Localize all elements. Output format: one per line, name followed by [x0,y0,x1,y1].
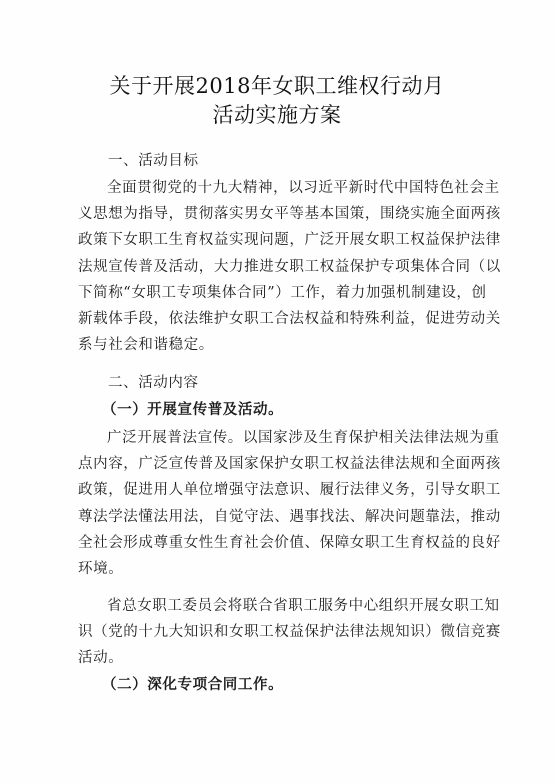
paragraph-line: 系与社会和谐稳定。 [78,337,214,354]
paragraph-line: 环境。 [78,560,124,577]
paragraph-contest [78,593,501,672]
section-heading-goals: 一、活动目标 [108,153,199,169]
paragraph-line: 识（党的十九大知识和女职工权益保护法律法规知识）微信竞赛 [78,624,501,641]
paragraph-line: 法规宣传普及活动，大力推进女职工权益保护专项集体合同（以 [78,258,501,275]
subsection-heading-contract: （二）深化专项合同工作。 [102,676,284,693]
paragraph-goals [78,175,501,358]
paragraph-line: 全面贯彻党的十九大精神，以习近平新时代中国特色社会主 [107,180,500,196]
document-title-line-1: 关于开展2018年女职工维权行动月 [109,74,445,98]
paragraph-line: 下简称“女职工专项集体合同”）工作，着力加强机制建设，创 [78,284,487,301]
paragraph-line: 活动。 [78,650,124,667]
subsection-heading-publicity: （一）开展宣传普及活动。 [102,401,284,418]
paragraph-line: 政策下女职工生育权益实现问题，广泛开展女职工权益保护法律 [78,232,501,249]
paragraph-line: 省总女职工委员会将联合省职工服务中心组织开展女职工知 [107,598,500,614]
section-heading-content: 二、活动内容 [108,375,199,391]
paragraph-line: 全社会形成尊重女性生育社会价值、保障女职工生育权益的良好 [78,534,501,551]
paragraph-line: 尊法学法懂法用法，自觉守法、遇事找法、解决问题靠法，推动 [78,508,501,525]
paragraph-line: 政策，促进用人单位增强守法意识、履行法律义务，引导女职工 [78,482,501,499]
paragraph-line: 新载体手段，依法维护女职工合法权益和特殊利益，促进劳动关 [78,310,501,327]
paragraph-line: 点内容，广泛宣传普及国家保护女职工权益法律法规和全面两孩 [78,456,501,473]
paragraph-line: 义思想为指导，贯彻落实男女平等基本国策，围绕实施全面两孩 [78,206,501,223]
document-title-line-2: 活动实施方案 [212,103,342,127]
paragraph-publicity [78,425,501,582]
paragraph-line: 广泛开展普法宣传。以国家涉及生育保护相关法律法规为重 [107,430,500,446]
